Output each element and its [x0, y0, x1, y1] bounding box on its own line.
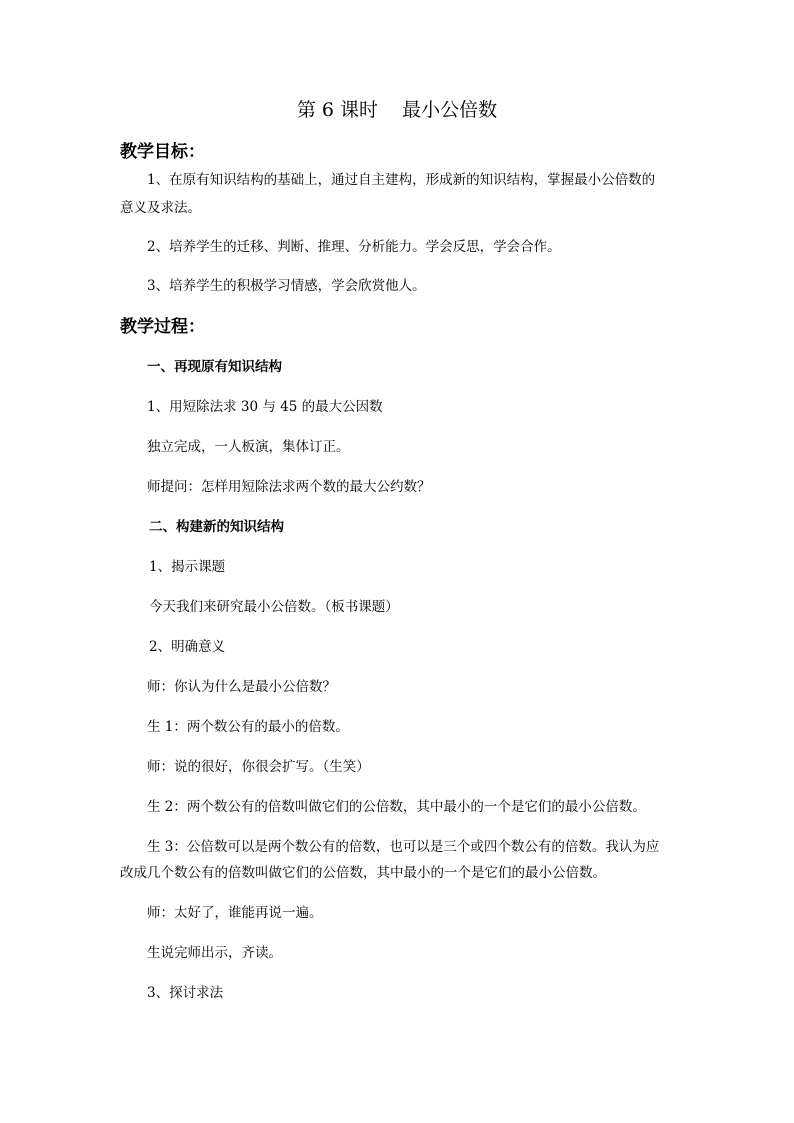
objective-2: 2、培养学生的迁移、判断、推理、分析能力。学会反思，学会合作。: [147, 239, 561, 255]
section-1-paragraph-3: 师提问：怎样用短除法求两个数的最大公约数？: [147, 479, 431, 495]
section-1-heading: 一、再现原有知识结构: [147, 359, 282, 375]
section-2-paragraph-2: 今天我们来研究最小公倍数。（板书课题）: [149, 599, 399, 615]
objective-1-line-2: 意义及求法。: [120, 200, 201, 216]
section-2-paragraph-8-line-1: 生 3：公倍数可以是两个数公有的倍数，也可以是三个或四个数公有的倍数。我认为应: [147, 839, 660, 855]
section-2-paragraph-3: 2、明确意义: [149, 639, 226, 655]
section-2-paragraph-1: 1、揭示课题: [149, 559, 226, 575]
section-1-paragraph-1: 1、用短除法求 30 与 45 的最大公因数: [147, 399, 383, 415]
section-2-paragraph-11: 3、探讨求法: [147, 985, 224, 1001]
objective-3: 3、培养学生的积极学习情感，学会欣赏他人。: [147, 278, 426, 294]
section-2-paragraph-6: 师：说的很好，你很会扩写。（生笑）: [147, 759, 370, 775]
section-2-paragraph-9: 师：太好了，谁能再说一遍。: [147, 905, 323, 921]
document-title: 第 6 课时 最小公倍数: [296, 99, 498, 121]
section-2-paragraph-5: 生 1：两个数公有的最小的倍数。: [147, 719, 349, 735]
section-2-paragraph-10: 生说完师出示，齐读。: [147, 945, 282, 961]
process-heading: 教学过程：: [120, 317, 205, 337]
objective-1-line-1: 1、在原有知识结构的基础上，通过自主建构，形成新的知识结构，掌握最小公倍数的: [147, 172, 656, 188]
section-2-paragraph-8-line-2: 改成几个数公有的倍数叫做它们的公倍数，其中最小的一个是它们的最小公倍数。: [120, 865, 606, 881]
section-1-paragraph-2: 独立完成，一人板演，集体订正。: [147, 439, 350, 455]
section-2-paragraph-4: 师：你认为什么是最小公倍数？: [147, 679, 336, 695]
section-2-paragraph-7: 生 2：两个数公有的倍数叫做它们的公倍数，其中最小的一个是它们的最小公倍数。: [147, 799, 646, 815]
objectives-heading: 教学目标：: [120, 142, 205, 162]
section-2-heading: 二、构建新的知识结构: [149, 519, 284, 535]
